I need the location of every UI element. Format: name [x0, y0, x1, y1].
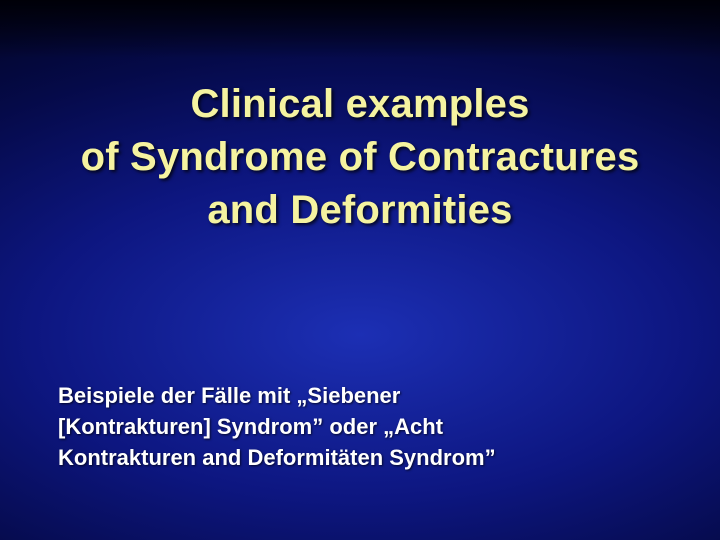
subtitle-line-3: Kontrakturen and Deformitäten Syndrom” [58, 445, 496, 471]
slide-title [28, 78, 692, 238]
title-line-1: Clinical examples [190, 82, 530, 126]
subtitle-line-2: [Kontrakturen] Syndrom” oder „Acht [58, 414, 444, 440]
title-line-3: and Deformities [207, 188, 513, 233]
slide-subtitle [58, 380, 680, 474]
title-line-2: of Syndrome of Contractures [80, 135, 640, 180]
subtitle-line-1: Beispiele der Fälle mit „Siebener [58, 383, 401, 408]
